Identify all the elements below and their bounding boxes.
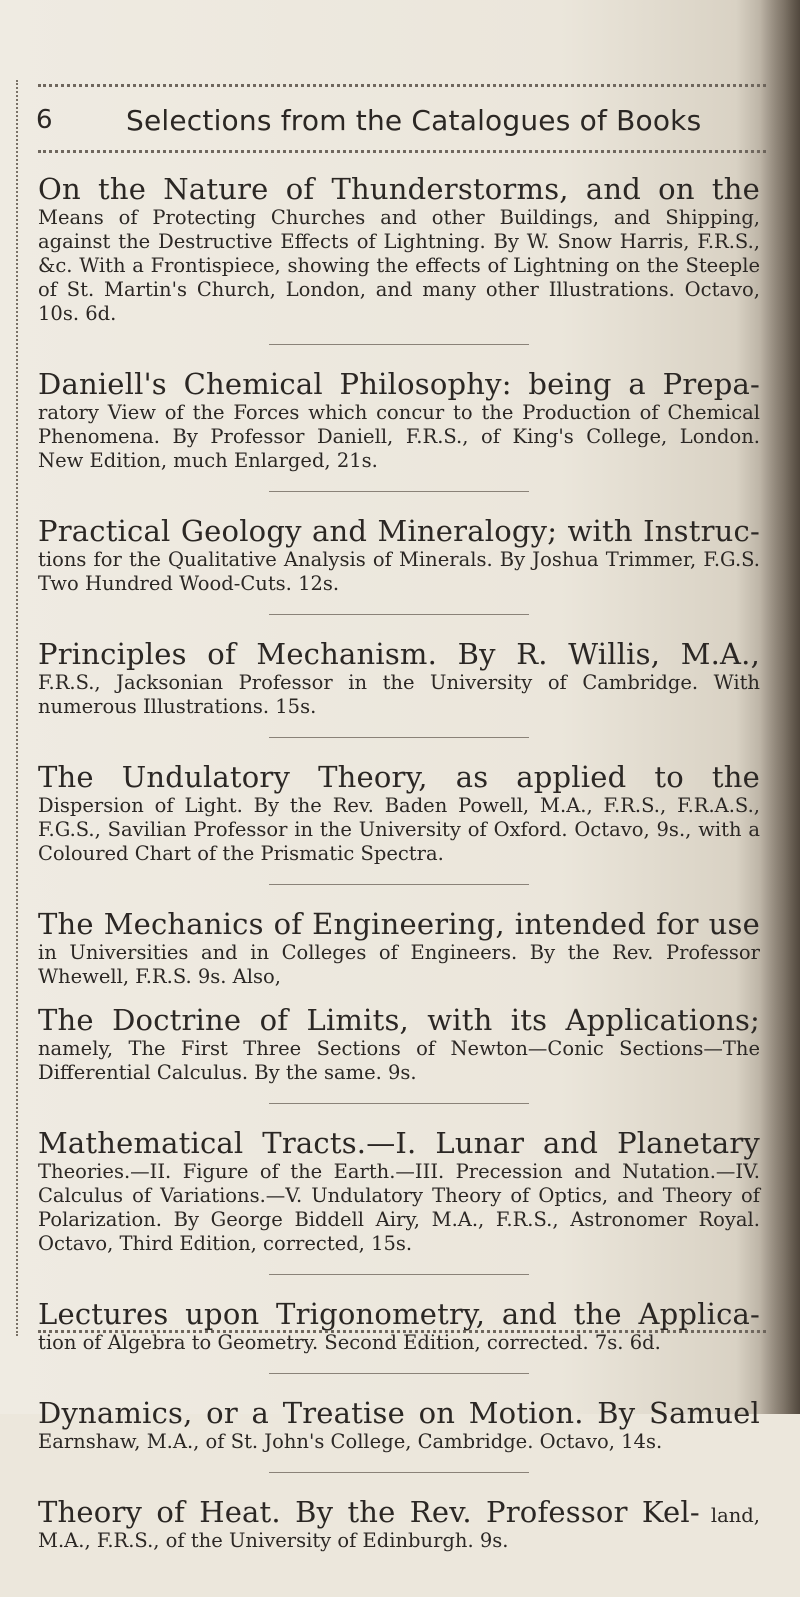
- book-title: Daniell's Chemical Philosophy: being a Prepa-: [38, 367, 760, 401]
- book-title: Theory of Heat. By the Rev. Professor Kel-: [38, 1495, 700, 1529]
- book-description: ratory View of the Forces which concur to the Production of Chemical Phenomena. By Professor Daniell, F.R.S., of King's College, London. New Edition, much Enlarged, 21s.: [38, 401, 760, 472]
- entry-divider: [269, 1373, 529, 1374]
- book-description: tion of Algebra to Geometry. Second Edition, corrected. 7s. 6d.: [38, 1331, 661, 1354]
- page-header: [36, 98, 766, 142]
- book-title: Lectures upon Trigonometry, and the Applica-: [38, 1297, 760, 1331]
- book-description: Earnshaw, M.A., of St. John's College, Cambridge. Octavo, 14s.: [38, 1430, 663, 1453]
- book-entry: [38, 1126, 760, 1256]
- book-entry: [38, 1396, 760, 1454]
- entry-divider: [269, 884, 529, 885]
- header-rule: [38, 150, 766, 153]
- book-title: On the Nature of Thunderstorms, and on the: [38, 172, 760, 206]
- book-title: Practical Geology and Mineralogy; with Instruc-: [38, 514, 760, 548]
- book-entry: [38, 760, 760, 866]
- book-description: Theories.—II. Figure of the Earth.—III. Precession and Nutation.—IV. Calculus of Variations.—V. Undulatory Theory of Optics, and Theory of Polarization. By George Biddell Airy, M.A., F.R.S., Astronomer Royal. Octavo, Third Edition, corrected, 15s.: [38, 1160, 760, 1255]
- book-title: The Doctrine of Limits, with its Applications;: [38, 1003, 760, 1037]
- book-title: The Undulatory Theory, as applied to the: [38, 760, 760, 794]
- top-rule: [38, 84, 766, 87]
- book-entry: [38, 907, 760, 989]
- entry-divider: [269, 1472, 529, 1473]
- book-entry: [38, 172, 760, 326]
- entry-divider: [269, 1274, 529, 1275]
- entry-divider: [269, 1103, 529, 1104]
- book-title: The Mechanics of Engineering, intended for use: [38, 907, 760, 941]
- book-description: Means of Protecting Churches and other Buildings, and Shipping, against the Destructive Effects of Lightning. By W. Snow Harris, F.R.S., &c. With a Frontispiece, showing the effects of Lightning on the Steeple of St. Martin's Church, London, and many other Illustrations. Octavo, 10s. 6d.: [38, 206, 760, 325]
- book-description: in Universities and in Colleges of Engineers. By the Rev. Professor Whewell, F.R.S. 9s. Also,: [38, 941, 760, 988]
- book-entry: [38, 514, 760, 596]
- book-title: Principles of Mechanism. By R. Willis, M.A.,: [38, 637, 760, 671]
- book-entry: [38, 1003, 760, 1085]
- book-title: Dynamics, or a Treatise on Motion. By Samuel: [38, 1396, 760, 1430]
- entry-divider: [269, 491, 529, 492]
- entry-divider: [269, 737, 529, 738]
- page-number: 6: [36, 105, 53, 135]
- bottom-rule: [38, 1330, 766, 1333]
- book-entry: [38, 637, 760, 719]
- book-list: [38, 172, 760, 1597]
- entry-divider: [269, 614, 529, 615]
- book-entry: [38, 1297, 760, 1355]
- running-head: Selections from the Catalogues of Books: [126, 103, 702, 137]
- book-entry: [38, 367, 760, 473]
- book-entry: [38, 1495, 760, 1553]
- book-description: namely, The First Three Sections of Newton—Conic Sections—The Differential Calculus. By the same. 9s.: [38, 1037, 760, 1084]
- book-description: Dispersion of Light. By the Rev. Baden Powell, M.A., F.R.S., F.R.A.S., F.G.S., Savilian Professor in the University of Oxford. Octavo, 9s., with a Coloured Chart of the Prismatic Spectra.: [38, 794, 760, 865]
- page-shadow-edge: [760, 0, 800, 1414]
- entry-divider: [269, 344, 529, 345]
- book-description: tions for the Qualitative Analysis of Minerals. By Joshua Trimmer, F.G.S. Two Hundred Wood-Cuts. 12s.: [38, 548, 760, 595]
- book-description: land, M.A., F.R.S., of the University of Edinburgh. 9s.: [38, 1504, 760, 1552]
- book-description: F.R.S., Jacksonian Professor in the University of Cambridge. With numerous Illustrations. 15s.: [38, 671, 760, 718]
- book-title: Mathematical Tracts.—I. Lunar and Planetary: [38, 1126, 760, 1160]
